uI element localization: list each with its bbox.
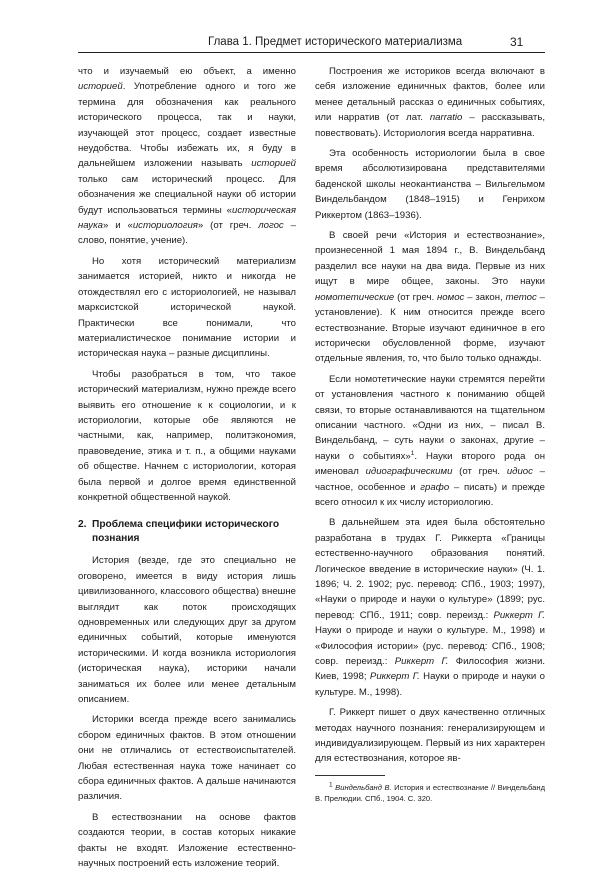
paragraph: что и изучаемый ею объект, а именно историей. Употребление одного и того же термина для обозначения как реального исторического процесса, так и науки, изучающей этот процесс, создает известные неудобства. Чтобы избежать их, я буду в дальнейшем изложении называть историей только сам исторический процесс. Для обозначения же специальной науки об истории будут использоваться термины «историческая наука» и «историология» (от греч. логос – слово, понятие, учение). [78, 66, 296, 247]
section-number: 2. [78, 519, 87, 531]
chapter-title: Глава 1. Предмет исторического материализма [208, 36, 463, 48]
paragraph: Если номотетические науки стремятся перейти от установления частного к пониманию общей связи, то вторые останавливаются на тщательном описании частного. «Одни из них, – писал В. Виндельбанд, – суть науки о законах, другие – науки о событиях»$^1$. Науки второго рода он именовал идиографическими (от греч. идиос – частное, особенное и графо – писать) и прежде всего относил к их числу историологию. [315, 373, 545, 508]
footnote-rule [315, 775, 385, 776]
left-column [78, 64, 296, 870]
header-rule [78, 52, 545, 53]
paragraph: В дальнейшем эта идея была обстоятельно разработана в трудах Г. Риккерта «Границы естественно-научного образования понятий. Логическое введение в исторические науки» (Ч. 1. 1896; Ч. 2. 1902; рус. перевод: СПб., 1903; 1997), «Науки о природе и науки о культуре» (1899; рус. перевод: СПб., 1911; совр. переизд.: Риккерт Г. Науки о природе и науки о культуре. М., 1998) и «Философия истории» (рус. перевод: СПб., 1908; совр. переизд.: Риккерт Г. Философия жизни. Киев, 1998; Риккерт Г. Науки о природе и науки о культуре. М., 1998). [315, 517, 546, 698]
footnote-marker[interactable]: 1 [410, 449, 415, 457]
footnote-number: 1 [329, 781, 333, 789]
paragraph: Построения же историков всегда включают в себя изложение единичных фактов, более или менее детальный рассказ о единичных событиях, или нарратив (от лат. narratio – рассказывать, повествовать). Историология всегда нарративна. [315, 66, 545, 139]
paragraph: В естествознании на основе фактов создаются теории, в состав которых никакие факты не входят. Изложение естественно-научных построений есть изложение теорий. [78, 811, 296, 870]
paragraph: Историки всегда прежде всего занимались сбором единичных фактов. В этом отношении они не отличались от естествоиспытателей. Любая естественная наука тоже начинает со сбора единичных фактов. А дальше начинаются различия. [78, 714, 296, 803]
page-number: 31 [510, 35, 524, 49]
paragraph: Но хотя исторический материализм занимается историей, никто и никогда не отождествлял его с историологией, не называл марксистской исторической наукой. Практически все понимали, что материалистическое понимание истории и историческая наука – разные дисциплины. [78, 255, 296, 360]
paragraph: Чтобы разобраться в том, что такое исторический материализм, нужно прежде всего выявить его отношение к к социологии, и к историологии, которые обе являются не частными, как, например, политэкономия, правоведение, этика и т. п., а общими науками об обществе. Начнем с историологии, которая была первой и долгое время единственной конкретной общественной наукой. [78, 368, 296, 503]
right-column [315, 64, 546, 804]
paragraph: Г. Риккерт пишет о двух качественно отличных методах научного познания: генерализирующем и индивидуализирующем. Первый из них характерен для естествознания, которое яв- [315, 707, 545, 765]
paragraph: Эта особенность историологии была в свое время абсолютизирована представителями баденской школы неокантианства – Вильгельмом Виндельбандом (1848–1915) и Генрихом Риккертом (1863–1936). [315, 148, 545, 221]
paragraph: В своей речи «История и естествознание», произнесенной 1 мая 1894 г., В. Виндельбанд разделил все науки на два вида. Первые из них ищут в мире общее, законы. Это науки номотетические (от греч. номос – закон, тетос – установление). К ним относится прежде всего естествознание. Вторые изучают единичное в его исторически обусловленной форме, изучают отдельные явления, то, что было только однажды. [315, 230, 545, 365]
section-heading [78, 518, 296, 546]
footnote: $^1$ Виндельбанд В. История и естествознание // Виндельбанд В. Прелюдии. СПб., 1904. С. 320. [315, 781, 545, 804]
running-header [0, 0, 600, 56]
section-title: Проблема специфики исторического познания [92, 519, 280, 545]
paragraph: История (везде, где это специально не оговорено, имеется в виду история лишь цивилизованного, классового общества) внешне выглядит как поток происходящих одновременных или следующих друг за другом единичных событий, которые именуются историческими. И когда возникла историология (историческая наука), историки начали заниматься их более или менее детальным описанием. [78, 555, 296, 706]
